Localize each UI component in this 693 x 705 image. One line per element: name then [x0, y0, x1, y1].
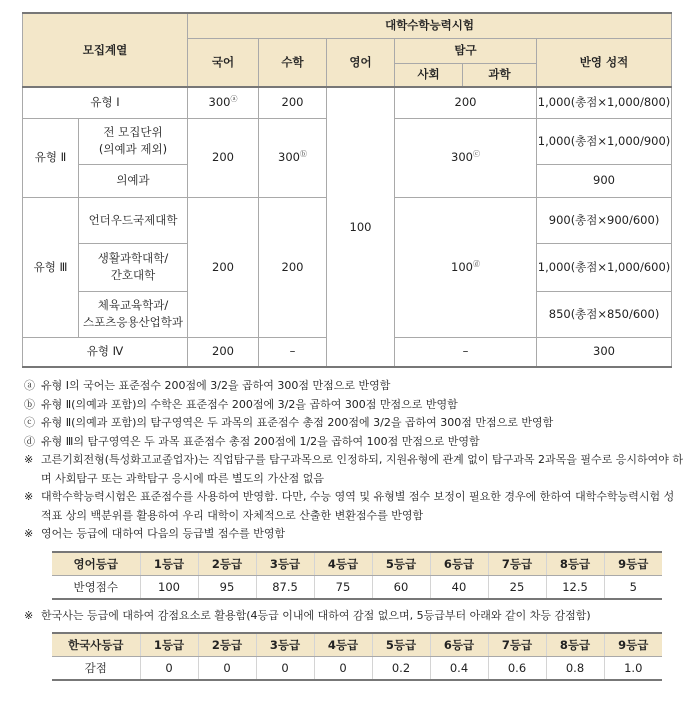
header-recruit-category: 모집계열	[23, 13, 188, 87]
type3-score-uic: 900(총점×900/600)	[537, 197, 672, 243]
type3-sub-human-ecology: 생활과학대학/ 간호대학	[79, 243, 188, 291]
english-header-cell: 8등급	[546, 552, 604, 576]
note-item: ⓒ 유형 Ⅱ(의예과 포함)의 탐구영역은 두 과목의 표준점수 총점 200점에 3/2을 곱하여 300점 만점으로 반영함	[24, 416, 554, 429]
history-deduction-cell: 0.4	[430, 657, 488, 681]
history-header-cell: 한국사등급	[52, 633, 140, 657]
note-item: ※ 대학수학능력시험은 표준점수를 사용하여 반영함. 다만, 수능 영역 및 유형별 점수 보정이 필요한 경우에 한하여 대학수학능력시험 성적표 상의 백분위를 활용하여 우리 대학이 자체적으로 산출한 변환점수를 반영함	[24, 490, 675, 522]
english-score-cell: 75	[314, 576, 372, 600]
type3-sub-uic: 언더우드국제대학	[79, 197, 188, 243]
header-social: 사회	[395, 63, 463, 87]
history-deduction-cell: 0	[140, 657, 198, 681]
history-deduction-cell: 0	[198, 657, 256, 681]
history-deduction-cell: 0.8	[546, 657, 604, 681]
type4-score: 300	[537, 337, 672, 367]
history-deduction-cell: 1.0	[604, 657, 662, 681]
table-row-type1	[23, 87, 672, 118]
type2-inquiry: 300ⓒ	[395, 118, 537, 197]
type4-math: –	[259, 337, 327, 367]
score-reflection-table	[22, 12, 672, 368]
type4-label: 유형 Ⅳ	[23, 337, 188, 367]
history-header-cell: 4등급	[314, 633, 372, 657]
history-deduction-row	[52, 657, 662, 681]
header-csat: 대학수학능력시험	[188, 13, 672, 38]
header-korean: 국어	[188, 38, 259, 87]
type2-label: 유형 Ⅱ	[23, 118, 79, 197]
history-header-cell: 8등급	[546, 633, 604, 657]
korean-history-grade-table	[52, 632, 662, 681]
english-header-cell: 5등급	[372, 552, 430, 576]
english-score-cell: 60	[372, 576, 430, 600]
note-item: ※ 영어는 등급에 대하여 다음의 등급별 점수를 반영함	[24, 527, 286, 540]
type1-label: 유형 Ⅰ	[23, 87, 188, 118]
history-header-cell: 7등급	[488, 633, 546, 657]
type4-korean: 200	[188, 337, 259, 367]
english-header-cell: 4등급	[314, 552, 372, 576]
type1-score: 1,000(총점×1,000/800)	[537, 87, 672, 118]
history-deduction-cell: 0	[314, 657, 372, 681]
english-score-cell: 95	[198, 576, 256, 600]
history-deduction-cell: 0	[256, 657, 314, 681]
type3-label: 유형 Ⅲ	[23, 197, 79, 337]
type1-inquiry: 200	[395, 87, 537, 118]
header-reflected-score: 반영 성적	[537, 38, 672, 87]
type2-sub-general: 전 모집단위 (의예과 제외)	[79, 118, 188, 164]
history-note: ※ 한국사는 등급에 대하여 감점요소로 활용함(4등급 이내에 대하여 감점 없으며, 5등급부터 아래와 같이 차등 감점함)	[24, 609, 591, 622]
type2-score-medicine: 900	[537, 164, 672, 197]
english-grade-table	[52, 551, 662, 600]
type1-math: 200	[259, 87, 327, 118]
history-deduction-cell: 0.2	[372, 657, 430, 681]
type3-score-human-ecology: 1,000(총점×1,000/600)	[537, 243, 672, 291]
history-header-cell: 2등급	[198, 633, 256, 657]
type3-score-sports: 850(총점×850/600)	[537, 291, 672, 337]
english-header-cell: 1등급	[140, 552, 198, 576]
history-header-cell: 9등급	[604, 633, 662, 657]
english-header-cell: 3등급	[256, 552, 314, 576]
header-math: 수학	[259, 38, 327, 87]
english-header-cell: 7등급	[488, 552, 546, 576]
english-score-cell: 반영점수	[52, 576, 140, 600]
english-score-all: 100	[327, 87, 395, 367]
type3-korean: 200	[188, 197, 259, 337]
history-header-cell: 1등급	[140, 633, 198, 657]
type3-sub-sports: 체육교육학과/ 스포츠응용산업학과	[79, 291, 188, 337]
english-header-row	[52, 552, 662, 576]
type4-inquiry: –	[395, 337, 537, 367]
history-deduction-cell: 0.6	[488, 657, 546, 681]
type3-inquiry: 100ⓓ	[395, 197, 537, 337]
history-header-cell: 3등급	[256, 633, 314, 657]
note-item: ※ 고른기회전형(특성화고교졸업자)는 직업탐구를 탐구과목으로 인정하되, 지원유형에 관계 없이 탐구과목 2과목을 필수로 응시하여야 하며 사회탐구 또는 과학탐구 응시에 따른 별도의 가산점 없음	[24, 453, 683, 485]
notes-section	[24, 377, 684, 544]
english-score-cell: 12.5	[546, 576, 604, 600]
english-score-cell: 40	[430, 576, 488, 600]
english-score-row	[52, 576, 662, 600]
english-score-cell: 87.5	[256, 576, 314, 600]
header-science: 과학	[463, 63, 537, 87]
note-item: ⓓ 유형 Ⅲ의 탐구영역은 두 과목 표준점수 총점 200점에 1/2을 곱하여 100점 만점으로 반영함	[24, 434, 480, 448]
header-inquiry: 탐구	[395, 38, 537, 63]
type2-math: 300ⓑ	[259, 118, 327, 197]
type2-score-general: 1,000(총점×1,000/900)	[537, 118, 672, 164]
header-english: 영어	[327, 38, 395, 87]
english-score-cell: 100	[140, 576, 198, 600]
type2-korean: 200	[188, 118, 259, 197]
note-item: ⓐ 유형 Ⅰ의 국어는 표준점수 200점에 3/2을 곱하여 300점 만점으로 반영함	[24, 379, 391, 392]
type2-sub-medicine: 의예과	[79, 164, 188, 197]
english-header-cell: 2등급	[198, 552, 256, 576]
english-header-cell: 영어등급	[52, 552, 140, 576]
english-header-cell: 9등급	[604, 552, 662, 576]
history-header-cell: 6등급	[430, 633, 488, 657]
english-header-cell: 6등급	[430, 552, 488, 576]
history-header-row	[52, 633, 662, 657]
english-score-cell: 25	[488, 576, 546, 600]
type3-math: 200	[259, 197, 327, 337]
type1-korean: 300ⓐ	[188, 87, 259, 118]
history-deduction-cell: 감점	[52, 657, 140, 681]
english-score-cell: 5	[604, 576, 662, 600]
note-item: ⓑ 유형 Ⅱ(의예과 포함)의 수학은 표준점수 200점에 3/2을 곱하여 300점 만점으로 반영함	[24, 397, 458, 411]
history-header-cell: 5등급	[372, 633, 430, 657]
